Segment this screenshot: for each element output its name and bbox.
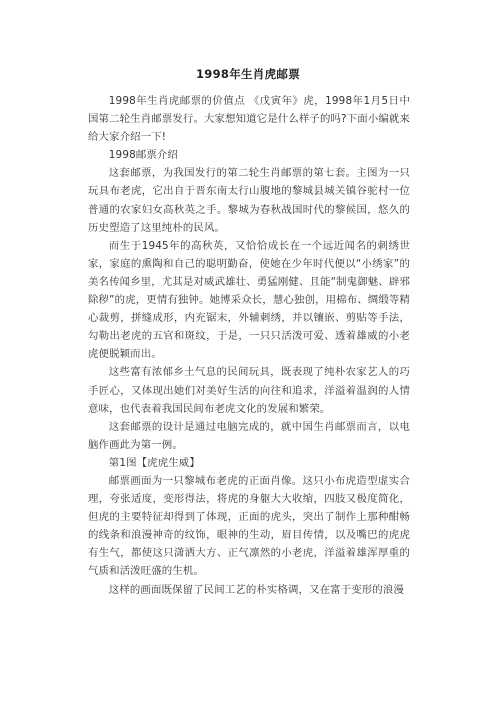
paragraph-continuation: 这样的画面既保留了民间工艺的朴实格调，又在富于变形的浪漫 [108, 583, 404, 596]
section-heading-figure-1: 第1图【虎虎生威】 [108, 456, 200, 469]
document-body [88, 92, 410, 599]
document-title: 1998年生肖虎邮票 [195, 67, 300, 81]
paragraph-artist: 而生于1945年的高秋英，又恰恰成长在一个远近闻名的刺绣世家，家庭的熏陶和自己的聪明勤奋，使她在少年时代便以“小绣家”的美名传闻乡里，尤其是对威武雄壮、勇猛刚健、且能“制鬼御魅、辟邪除秽”的虎，更情有独钟。她博采众长，慧心独创，用棉布、绸缎等精心裁剪，拼缝成形，内充锯末，外辅刺绣，并以镶嵌、剪贴等手法，勾勒出老虎的五官和斑纹，于是，一只只活泼可爱、透着雄威的小老虎便脱颖而出。 [88, 239, 410, 361]
paragraph-computer-design: 这套邮票的设计是通过电脑完成的，就中国生肖邮票而言，以电脑作画此为第一例。 [88, 420, 410, 451]
paragraph-stamp-origin: 这套邮票，为我国发行的第二轮生肖邮票的第七套。主图为一只玩具布老虎，它出自于晋东南太行山腹地的黎城县城关镇谷驼村一位普通的农家妇女高秋英之手。黎城为春秋战国时代的黎候国，悠久的历史塑造了这里纯朴的民风。 [88, 167, 410, 234]
paragraph-intro: 1998年生肖虎邮票的价值点 《戊寅年》虎，1998年1月5日中国第二轮生肖邮票发行。大家想知道它是什么样子的吗?下面小编就来给大家介绍一下! [88, 95, 410, 144]
paragraph-figure-1-description: 邮票画面为一只黎城布老虎的正面肖像。这只小布虎造型虚实合理，夸张适度，变形得法，将虎的身躯大大收缩，四肢又极度简化，但虎的主要特征却得到了体现，正面的虎头，突出了制作上那种酣畅的线条和浪漫神奇的纹饰，眼神的生动，眉目传情，以及嘴巴的虎虎有生气，都使这只潇洒大方、正气凛然的小老虎，洋溢着雄浑厚重的气质和活泼旺盛的生机。 [88, 474, 410, 578]
paragraph-folk-toy: 这些富有浓郁乡土气息的民间玩具，既表现了纯朴农家艺人的巧手匠心，又体现出她们对美好生活的向往和追求，洋溢着温润的人情意味，也代表着我国民间布老虎文化的发展和繁荣。 [88, 366, 410, 415]
section-heading-stamp-intro: 1998邮票介绍 [108, 149, 179, 162]
